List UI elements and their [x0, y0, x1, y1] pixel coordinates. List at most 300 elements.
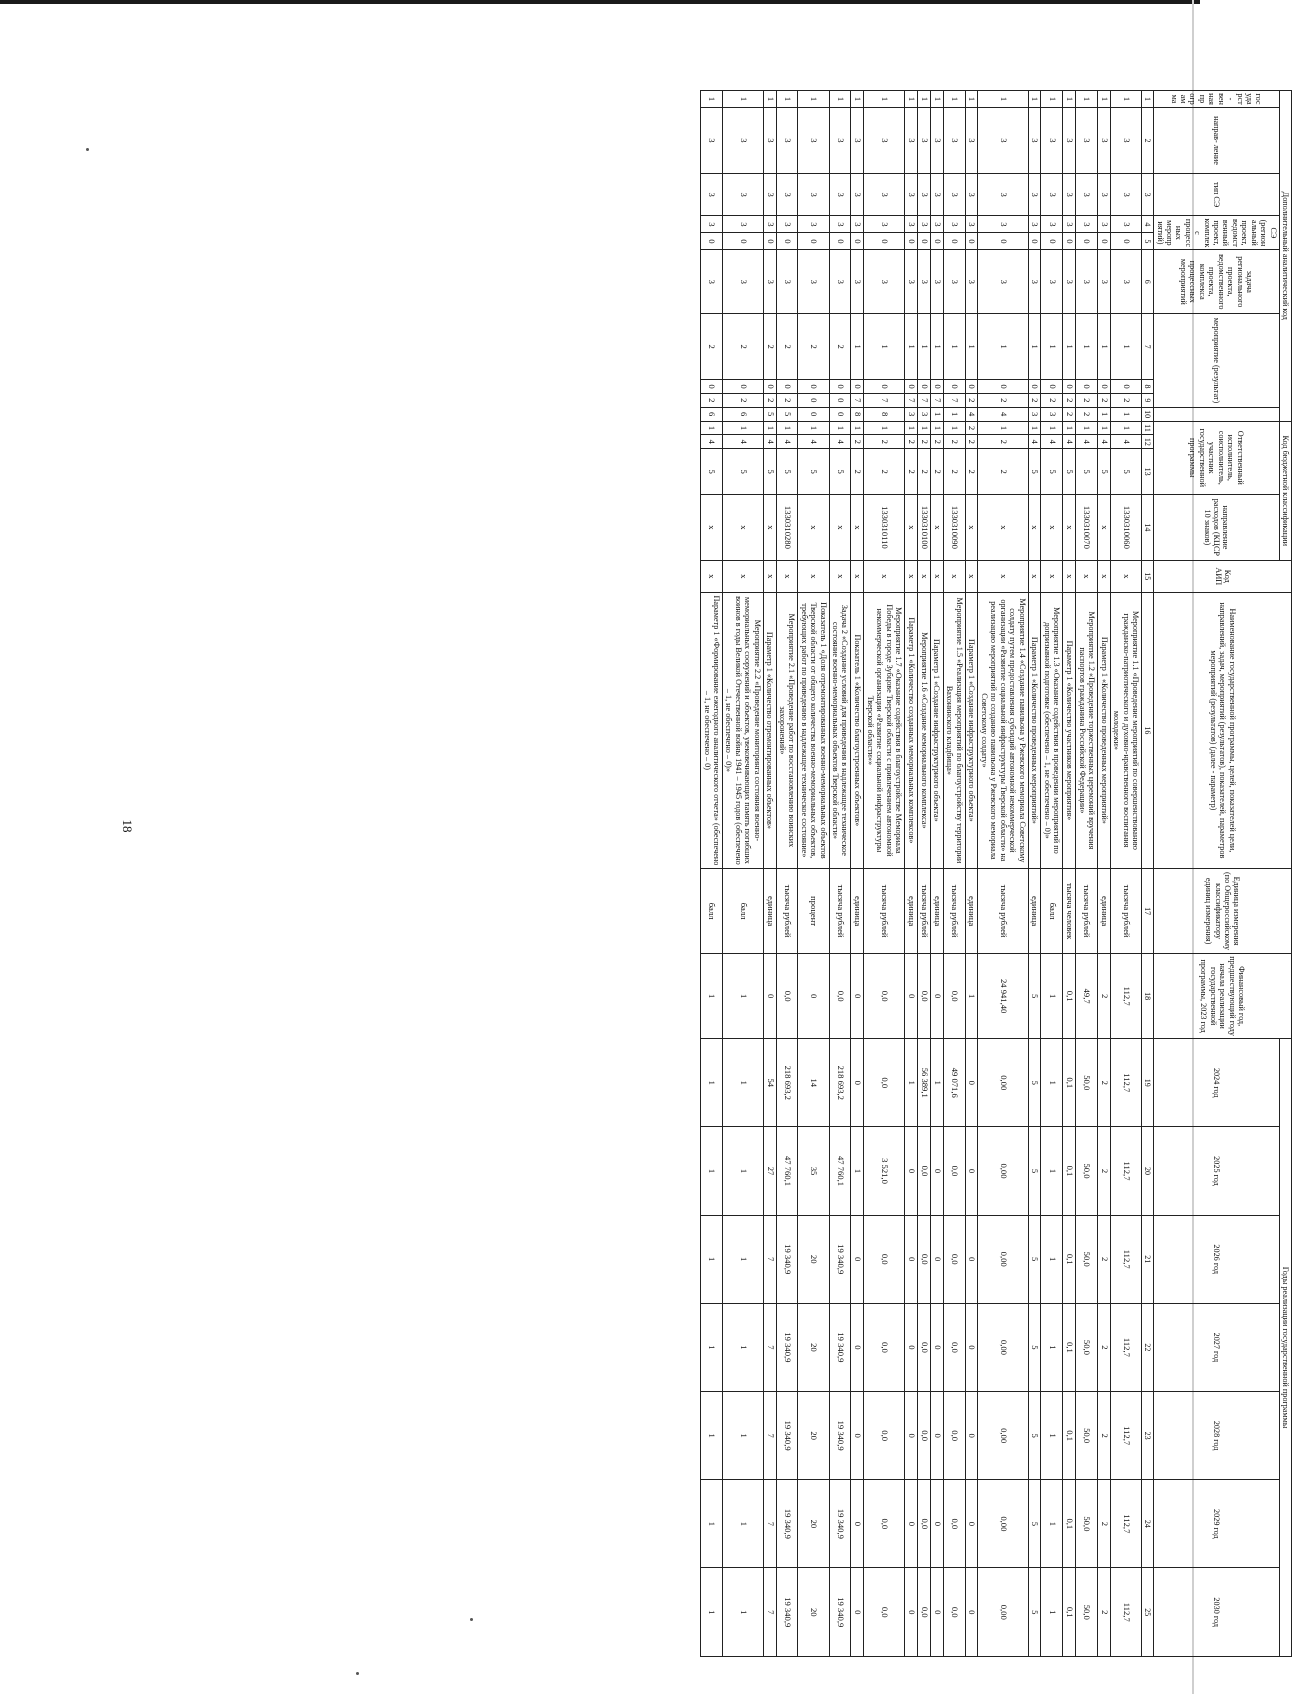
year-value: 0,1 [1063, 1568, 1076, 1657]
code-cell: 3 [905, 108, 918, 174]
code-cell: 1 [776, 91, 798, 108]
code-cell: 1 [1028, 91, 1041, 108]
kcsr-cell: 1330310280 [776, 494, 798, 560]
year-value: 50,0 [1076, 1392, 1098, 1480]
year-value: 5 [1028, 1215, 1041, 1303]
column-number: 7 [1142, 314, 1154, 380]
code-cell: 3 [798, 216, 829, 233]
code-cell: 2 [1097, 393, 1110, 407]
code-cell: 3 [1063, 108, 1076, 174]
table-row [905, 91, 918, 1657]
base-year-value: 1 [965, 954, 978, 1039]
code-cell: 2 [829, 314, 851, 380]
code-cell: 2 [851, 435, 864, 449]
code-cell: 1 [905, 421, 918, 435]
code-cell: 3 [1097, 250, 1110, 314]
table-row [943, 91, 965, 1657]
code-cell: 1 [917, 421, 930, 435]
code-cell: 3 [1076, 216, 1098, 233]
column-number: 24 [1142, 1480, 1154, 1568]
code-cell: 1 [930, 407, 943, 421]
code-cell: 3 [763, 250, 776, 314]
table-body [701, 91, 1154, 1657]
code-cell: 1 [930, 91, 943, 108]
year-value: 218 693,2 [776, 1039, 798, 1127]
header-base-year: Финансовый год, предшествующий году начала реализации государственной программы, 2023 год [1154, 954, 1292, 1039]
year-value: 0 [965, 1480, 978, 1568]
code-cell: 5 [1041, 449, 1063, 495]
year-value: 0 [851, 1480, 864, 1568]
code-cell: 1 [763, 421, 776, 435]
code-cell: 3 [701, 173, 723, 216]
year-value: 1 [701, 1303, 723, 1391]
code-cell: 3 [798, 108, 829, 174]
code-cell: 1 [1063, 91, 1076, 108]
code-cell: 1 [829, 421, 851, 435]
scan-speck [86, 148, 89, 151]
code-cell: 1 [722, 421, 763, 435]
aip-cell: x [701, 560, 723, 592]
code-cell: 0 [763, 380, 776, 394]
code-cell: 2 [701, 314, 723, 380]
header-executor: Ответственный исполнитель, соисполнитель, участник государственной программы [1154, 421, 1279, 494]
kcsr-cell: x [1041, 494, 1063, 560]
year-value: 112,7 [1110, 1392, 1141, 1480]
code-cell: 2 [943, 435, 965, 449]
year-value: 0 [905, 1127, 918, 1215]
year-value: 50,0 [1076, 1568, 1098, 1657]
year-value: 5 [1028, 1127, 1041, 1215]
code-cell: 3 [943, 216, 965, 233]
code-cell: 1 [943, 314, 965, 380]
year-value: 1 [930, 1039, 943, 1127]
unit-cell: единица [763, 869, 776, 954]
code-cell: 3 [763, 108, 776, 174]
name-cell: Показатель 1 «Количество благоустроенных объектов» [851, 592, 864, 868]
code-cell: 3 [1028, 108, 1041, 174]
year-value: 0,0 [917, 1392, 930, 1480]
header-years-group: Годы реализации государственной программы [1279, 1039, 1291, 1657]
base-year-value: 0,0 [943, 954, 965, 1039]
code-cell: 1 [1041, 314, 1063, 380]
header-expense-direction: направление расходов (КЦСР 10 знаков) [1154, 494, 1279, 560]
year-value: 112,7 [1110, 1480, 1141, 1568]
code-cell: 0 [763, 233, 776, 250]
code-cell: 2 [930, 449, 943, 495]
code-cell: 2 [864, 435, 905, 449]
year-value: 0 [930, 1303, 943, 1391]
header-aip-code: Код АИП [1154, 560, 1292, 592]
code-cell: 3 [905, 173, 918, 216]
table-row [917, 91, 930, 1657]
code-cell: 1 [798, 91, 829, 108]
code-cell: 1 [917, 91, 930, 108]
kcsr-cell: x [798, 494, 829, 560]
code-cell: 0 [905, 380, 918, 394]
code-cell: 4 [1063, 435, 1076, 449]
year-value: 0,0 [943, 1127, 965, 1215]
year-value: 1 [1041, 1127, 1063, 1215]
code-cell: 1 [776, 421, 798, 435]
code-cell: 2 [798, 314, 829, 380]
code-cell: 0 [978, 233, 1028, 250]
code-cell: 2 [965, 449, 978, 495]
code-cell: 1 [1097, 314, 1110, 380]
column-number: 17 [1142, 869, 1154, 954]
code-cell: 3 [829, 216, 851, 233]
aip-cell: x [1063, 560, 1076, 592]
code-cell: 7 [930, 393, 943, 407]
code-cell: 3 [864, 250, 905, 314]
year-value: 19 340,9 [829, 1215, 851, 1303]
code-cell: 2 [701, 393, 723, 407]
base-year-value: 0,0 [776, 954, 798, 1039]
table-row [1097, 91, 1110, 1657]
aip-cell: x [798, 560, 829, 592]
code-cell: 3 [776, 216, 798, 233]
year-value: 2 [1097, 1039, 1110, 1127]
code-cell: 3 [905, 216, 918, 233]
column-number: 4 [1142, 216, 1154, 233]
year-value: 0 [930, 1568, 943, 1657]
code-cell: 3 [829, 250, 851, 314]
year-value: 20 [798, 1392, 829, 1480]
unit-cell: балл [1041, 869, 1063, 954]
year-value: 1 [722, 1127, 763, 1215]
aip-cell: x [722, 560, 763, 592]
year-value: 0 [965, 1039, 978, 1127]
year-value: 50,0 [1076, 1215, 1098, 1303]
code-cell: 0 [943, 233, 965, 250]
year-value: 50,0 [1076, 1480, 1098, 1568]
year-value: 1 [1041, 1568, 1063, 1657]
code-cell: 6 [722, 407, 763, 421]
year-value: 0 [905, 1568, 918, 1657]
year-value: 1 [851, 1127, 864, 1215]
year-value: 0,0 [943, 1480, 965, 1568]
year-value: 1 [905, 1039, 918, 1127]
name-cell: Мероприятие 1.1 «Проведение мероприятий по совершенствованию гражданско-патриотического и духовно-нравственного воспитания молодежи» [1110, 592, 1141, 868]
year-value: 0 [930, 1215, 943, 1303]
name-cell: Мероприятие 1.3 «Оказание содействия в проведении мероприятий по допризывной подготовке (обеспечено – 1, не обеспечено – 0)» [1041, 592, 1063, 868]
code-cell: 4 [776, 435, 798, 449]
year-value: 1 [722, 1215, 763, 1303]
base-year-value: 112,7 [1110, 954, 1141, 1039]
name-cell: Параметр 1 «Количество созданных мемориальных комплексов» [905, 592, 918, 868]
kcsr-cell: x [722, 494, 763, 560]
unit-cell: тысяча рублей [829, 869, 851, 954]
name-cell: Параметр 1 «Количество участников мероприятия» [1063, 592, 1076, 868]
code-cell: 3 [851, 216, 864, 233]
code-cell: 2 [1063, 407, 1076, 421]
year-value: 2 [1097, 1127, 1110, 1215]
year-value: 0,00 [978, 1303, 1028, 1391]
code-cell: 7 [864, 393, 905, 407]
table-row [864, 91, 905, 1657]
year-value: 112,7 [1110, 1215, 1141, 1303]
year-value: 0,00 [978, 1480, 1028, 1568]
code-cell: 3 [917, 108, 930, 174]
code-cell: 4 [829, 435, 851, 449]
code-cell: 3 [722, 173, 763, 216]
code-cell: 2 [763, 393, 776, 407]
code-cell: 1 [1063, 314, 1076, 380]
year-value: 0,0 [917, 1127, 930, 1215]
header-year-2024: 2024 год [1154, 1039, 1279, 1127]
code-cell: 1 [763, 91, 776, 108]
year-value: 0 [965, 1127, 978, 1215]
year-value: 112,7 [1110, 1303, 1141, 1391]
header-year-2028: 2028 год [1154, 1392, 1279, 1480]
unit-cell: тысяча рублей [1110, 869, 1141, 954]
code-cell: 3 [1028, 216, 1041, 233]
table-row [1076, 91, 1098, 1657]
year-value: 112,7 [1110, 1568, 1141, 1657]
aip-cell: x [1028, 560, 1041, 592]
year-value: 1 [701, 1215, 723, 1303]
header-year-2027: 2027 год [1154, 1303, 1279, 1391]
code-cell: 4 [978, 407, 1028, 421]
code-cell: 1 [1097, 421, 1110, 435]
code-cell: 1 [943, 91, 965, 108]
code-cell: 1 [1041, 91, 1063, 108]
unit-cell: тысяча рублей [978, 869, 1028, 954]
year-value: 0,1 [1063, 1039, 1076, 1127]
year-value: 1 [722, 1303, 763, 1391]
scan-top-edge [0, 0, 1200, 4]
code-cell: 3 [917, 250, 930, 314]
kcsr-cell: x [978, 494, 1028, 560]
name-cell: Параметр 1 «Создание инфраструктурного объекта» [930, 592, 943, 868]
year-value: 0,00 [978, 1215, 1028, 1303]
name-cell: Мероприятие 2.2 «Проведение мониторинга состояния военно-мемориальных сооружений и объектов, увековечивающих память погибших воинов в годы Великой Отечественной войны 1941 – 1945 годов (обеспечено – 1, не обеспечено – 0)» [722, 592, 763, 868]
code-cell: 0 [917, 380, 930, 394]
code-cell: 2 [864, 449, 905, 495]
header-year-2029: 2029 год [1154, 1480, 1279, 1568]
code-cell: 0 [829, 380, 851, 394]
aip-cell: x [905, 560, 918, 592]
kcsr-cell: x [1063, 494, 1076, 560]
code-cell: 3 [1097, 108, 1110, 174]
header-measure: мероприятие (результат) [1154, 314, 1279, 408]
year-value: 0,0 [917, 1303, 930, 1391]
base-year-value: 1 [1041, 954, 1063, 1039]
year-value: 0,0 [943, 1568, 965, 1657]
code-cell: 1 [722, 91, 763, 108]
header-unit: Единица измерения (по Общероссийскому классификатору единиц измерения) [1154, 869, 1292, 954]
base-year-value: 0 [930, 954, 943, 1039]
table-row [1041, 91, 1063, 1657]
header-direction: направ- ление [1154, 108, 1279, 174]
code-cell: 3 [701, 216, 723, 233]
unit-cell: тысяча человек [1063, 869, 1076, 954]
code-cell: 0 [1041, 380, 1063, 394]
code-cell: 3 [965, 173, 978, 216]
code-cell: 1 [829, 91, 851, 108]
code-cell: 0 [917, 233, 930, 250]
header-year-2030: 2030 год [1154, 1568, 1279, 1657]
column-number: 18 [1142, 954, 1154, 1039]
code-cell: 3 [930, 173, 943, 216]
base-year-value: 24 941,40 [978, 954, 1028, 1039]
code-cell: 1 [943, 407, 965, 421]
unit-cell: балл [722, 869, 763, 954]
year-value: 1 [701, 1480, 723, 1568]
code-cell: 1 [965, 91, 978, 108]
code-cell: 7 [851, 393, 864, 407]
code-cell: 2 [1041, 393, 1063, 407]
code-cell: 1 [905, 314, 918, 380]
aip-cell: x [1076, 560, 1098, 592]
year-value: 0,1 [1063, 1303, 1076, 1391]
code-cell: 3 [1076, 250, 1098, 314]
code-cell: 1 [978, 91, 1028, 108]
year-value: 0 [930, 1480, 943, 1568]
year-value: 14 [798, 1039, 829, 1127]
year-value: 1 [701, 1127, 723, 1215]
year-value: 19 340,9 [776, 1303, 798, 1391]
code-cell: 1 [1110, 314, 1141, 380]
year-value: 112,7 [1110, 1127, 1141, 1215]
year-value: 20 [798, 1568, 829, 1657]
code-cell: 3 [978, 108, 1028, 174]
code-cell: 2 [1076, 407, 1098, 421]
code-cell: 2 [965, 435, 978, 449]
code-cell: 3 [1097, 173, 1110, 216]
year-value: 7 [763, 1480, 776, 1568]
column-number: 3 [1142, 173, 1154, 216]
code-cell: 2 [763, 314, 776, 380]
year-value: 0,0 [864, 1480, 905, 1568]
column-number-row [1142, 91, 1154, 1657]
code-cell: 8 [864, 407, 905, 421]
year-value: 1 [722, 1480, 763, 1568]
year-value: 0 [965, 1215, 978, 1303]
code-cell: 0 [798, 233, 829, 250]
year-value: 19 340,9 [829, 1568, 851, 1657]
column-number: 6 [1142, 250, 1154, 314]
column-number: 9 [1142, 393, 1154, 407]
column-number: 15 [1142, 560, 1154, 592]
code-cell: 2 [978, 435, 1028, 449]
table-row [930, 91, 943, 1657]
code-cell: 1 [905, 91, 918, 108]
year-value: 0 [905, 1215, 918, 1303]
year-value: 2 [1097, 1480, 1110, 1568]
name-cell: Параметр 1 «Формирование ежегодного аналитического отчета» (обеспечено – 1, не обеспечено – 0) [701, 592, 723, 868]
code-cell: 2 [1110, 393, 1141, 407]
aip-cell: x [978, 560, 1028, 592]
year-value: 19 340,9 [829, 1392, 851, 1480]
code-cell: 3 [1063, 173, 1076, 216]
code-cell: 0 [905, 233, 918, 250]
code-cell: 4 [1097, 435, 1110, 449]
aip-cell: x [943, 560, 965, 592]
column-number: 12 [1142, 435, 1154, 449]
kcsr-cell: x [965, 494, 978, 560]
code-cell: 0 [722, 380, 763, 394]
code-cell: 0 [930, 380, 943, 394]
code-cell: 3 [1110, 250, 1141, 314]
table-row [1063, 91, 1076, 1657]
scan-speck [356, 1672, 359, 1675]
table-row [965, 91, 978, 1657]
unit-cell: единица [1028, 869, 1041, 954]
code-cell: 1 [701, 421, 723, 435]
kcsr-cell: x [930, 494, 943, 560]
code-cell: 0 [1041, 233, 1063, 250]
year-value: 0,00 [978, 1127, 1028, 1215]
code-cell: 5 [829, 449, 851, 495]
code-cell: 1 [930, 314, 943, 380]
column-number: 19 [1142, 1039, 1154, 1127]
code-cell: 3 [917, 216, 930, 233]
year-value: 0,0 [943, 1303, 965, 1391]
aip-cell: x [1097, 560, 1110, 592]
code-cell: 3 [776, 108, 798, 174]
year-value: 1 [701, 1568, 723, 1657]
name-cell: Параметр 1 «Создание инфраструктурного объекта» [965, 592, 978, 868]
year-value: 112,7 [1110, 1039, 1141, 1127]
table-row [722, 91, 763, 1657]
year-value: 0 [965, 1303, 978, 1391]
code-cell: 0 [1110, 380, 1141, 394]
code-cell: 3 [776, 173, 798, 216]
column-number: 13 [1142, 449, 1154, 495]
year-value: 2 [1097, 1215, 1110, 1303]
base-year-value: 0,0 [829, 954, 851, 1039]
code-cell: 3 [722, 108, 763, 174]
column-number: 20 [1142, 1127, 1154, 1215]
year-value: 27 [763, 1127, 776, 1215]
year-value: 0,1 [1063, 1127, 1076, 1215]
code-cell: 3 [1041, 173, 1063, 216]
code-cell: 3 [763, 216, 776, 233]
code-cell: 0 [1028, 380, 1041, 394]
year-value: 35 [798, 1127, 829, 1215]
kcsr-cell: x [851, 494, 864, 560]
year-value: 0,0 [917, 1568, 930, 1657]
code-cell: 3 [1028, 250, 1041, 314]
code-cell: 5 [1028, 449, 1041, 495]
year-value: 0,00 [978, 1392, 1028, 1480]
code-cell: 5 [1097, 449, 1110, 495]
code-cell: 2 [776, 393, 798, 407]
base-year-value: 0 [905, 954, 918, 1039]
page-number: 18 [120, 819, 135, 833]
code-cell: 0 [1063, 380, 1076, 394]
year-value: 218 693,2 [829, 1039, 851, 1127]
code-cell: 1 [798, 421, 829, 435]
year-value: 0 [905, 1392, 918, 1480]
code-cell: 3 [917, 407, 930, 421]
code-cell: 0 [776, 380, 798, 394]
year-value: 19 340,9 [776, 1568, 798, 1657]
kcsr-cell: x [763, 494, 776, 560]
code-cell: 5 [763, 449, 776, 495]
code-cell: 3 [1110, 173, 1141, 216]
name-cell: Параметр 1 «Количество проведенных мероприятий» [1028, 592, 1041, 868]
column-number: 21 [1142, 1215, 1154, 1303]
code-cell: 3 [978, 173, 1028, 216]
code-cell: 1 [1076, 314, 1098, 380]
code-cell: 1 [1097, 407, 1110, 421]
year-value: 7 [763, 1215, 776, 1303]
base-year-value: 0 [763, 954, 776, 1039]
code-cell: 3 [1041, 216, 1063, 233]
year-value: 20 [798, 1303, 829, 1391]
kcsr-cell: x [1097, 494, 1110, 560]
